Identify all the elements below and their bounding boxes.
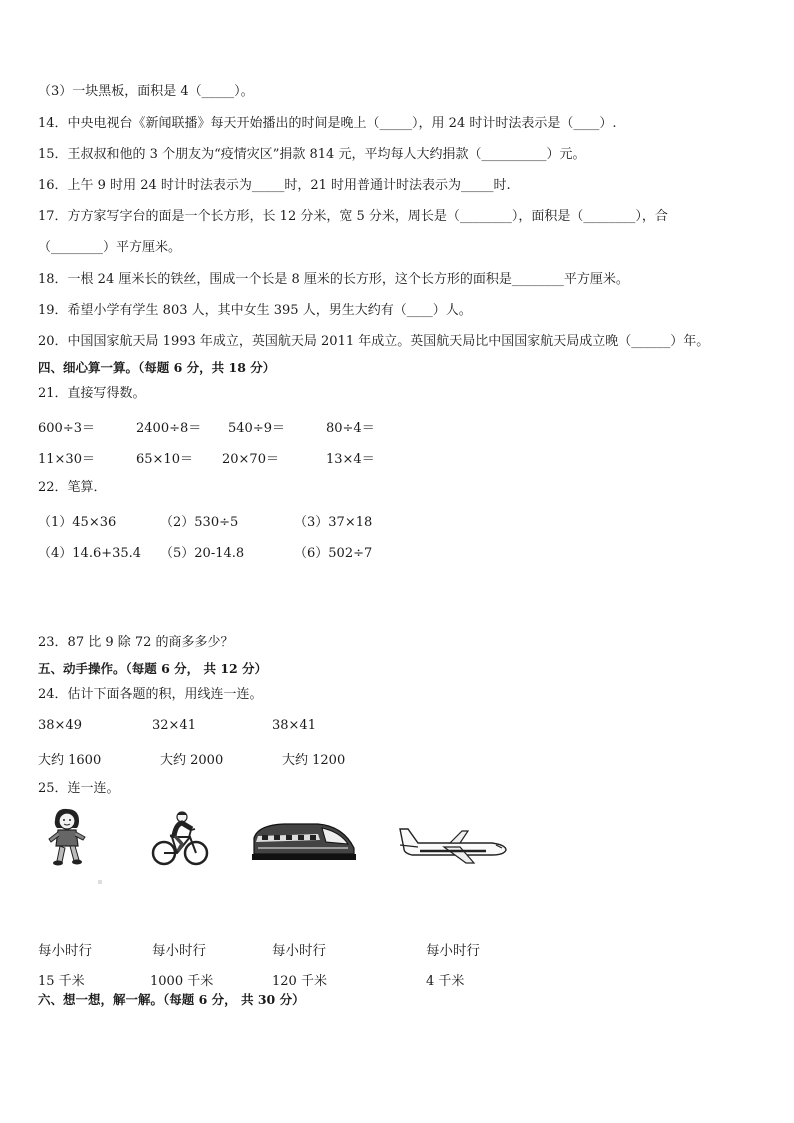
- question-22: 22．笔算．: [38, 480, 107, 495]
- q21-item: 540÷9＝: [228, 421, 285, 436]
- question-20: 20．中国国家航天局 1993 年成立，英国航天局 2011 年成立。英国航天局比中国国家航天局成立晚（______）年。: [38, 334, 710, 349]
- question-18: 18．一根 24 厘米长的铁丝，围成一个长是 8 厘米的长方形，这个长方形的面积是________平方厘米。: [38, 272, 629, 287]
- q21-item: 11×30＝: [38, 452, 95, 467]
- high-speed-train-image: [248, 820, 358, 866]
- q25-speed-label: 每小时行: [272, 943, 326, 959]
- q21-item: 13×4＝: [326, 452, 375, 467]
- q25-speed-value: 4 千米: [426, 974, 465, 989]
- q24-product: 32×41: [152, 718, 196, 733]
- question-14: 14．中央电视台《新闻联播》每天开始播出的时间是晚上（_____），用 24 时计时法表示是（____）.: [38, 116, 617, 131]
- q24-product: 38×41: [272, 718, 316, 733]
- question-23: 23．87 比 9 除 72 的商多多少？: [38, 635, 234, 650]
- speck: [98, 880, 102, 884]
- airplane-image: [396, 825, 508, 865]
- question-17-line-1: 17．方方家写字台的面是一个长方形，长 12 分米，宽 5 分米，周长是（________），面积是（________），合: [38, 209, 668, 224]
- q21-item: 2400÷8＝: [136, 421, 202, 436]
- q25-speed-label: 每小时行: [152, 943, 206, 959]
- q21-item: 600÷3＝: [38, 421, 95, 436]
- section-5-heading: 五、动手操作。（每题 6 分， 共 12 分）: [38, 661, 268, 676]
- question-24: 24．估计下面各题的积，用线连一连。: [38, 687, 263, 702]
- q22-item: （1）45×36: [38, 515, 117, 530]
- q25-speed-value: 1000 千米: [150, 974, 214, 989]
- question-17-line-2: （________）平方厘米。: [38, 240, 182, 255]
- question-25: 25．连一连。: [38, 781, 120, 796]
- q24-estimate: 大约 2000: [160, 753, 224, 768]
- q22-item: （2）530÷5: [160, 515, 239, 530]
- q25-speed-value: 120 千米: [272, 974, 327, 989]
- question-21: 21．直接写得数。: [38, 386, 146, 401]
- q25-speed-value: 15 千米: [38, 974, 85, 989]
- section-4-heading: 四、细心算一算。（每题 6 分，共 18 分）: [38, 360, 276, 375]
- q22-item: （5）20-14.8: [160, 546, 245, 561]
- question-15: 15．王叔叔和他的 3 个朋友为“疫情灾区”捐款 814 元，平均每人大约捐款（__________）元。: [38, 147, 586, 162]
- q24-estimate: 大约 1600: [38, 753, 102, 768]
- q21-item: 20×70＝: [222, 452, 279, 467]
- question-13-3: （3）一块黑板，面积是 4（_____）。: [38, 84, 254, 99]
- child-walking-image: [44, 806, 90, 868]
- cyclist-image: [150, 810, 210, 868]
- question-19: 19．希望小学有学生 803 人，其中女生 395 人，男生大约有（____）人。: [38, 303, 472, 318]
- q25-speed-label: 每小时行: [38, 943, 92, 959]
- q22-item: （3）37×18: [294, 515, 373, 530]
- q24-estimate: 大约 1200: [282, 753, 346, 768]
- q25-speed-label: 每小时行: [426, 943, 480, 959]
- section-6-heading: 六、想一想，解一解。（每题 6 分， 共 30 分）: [38, 992, 305, 1007]
- q21-item: 65×10＝: [136, 452, 193, 467]
- question-16: 16．上午 9 时用 24 时计时法表示为_____时，21 时用普通计时法表示为_____时.: [38, 178, 511, 193]
- q24-product: 38×49: [38, 718, 82, 733]
- q21-item: 80÷4＝: [326, 421, 375, 436]
- q22-item: （4）14.6+35.4: [38, 546, 142, 561]
- q22-item: （6）502÷7: [294, 546, 373, 561]
